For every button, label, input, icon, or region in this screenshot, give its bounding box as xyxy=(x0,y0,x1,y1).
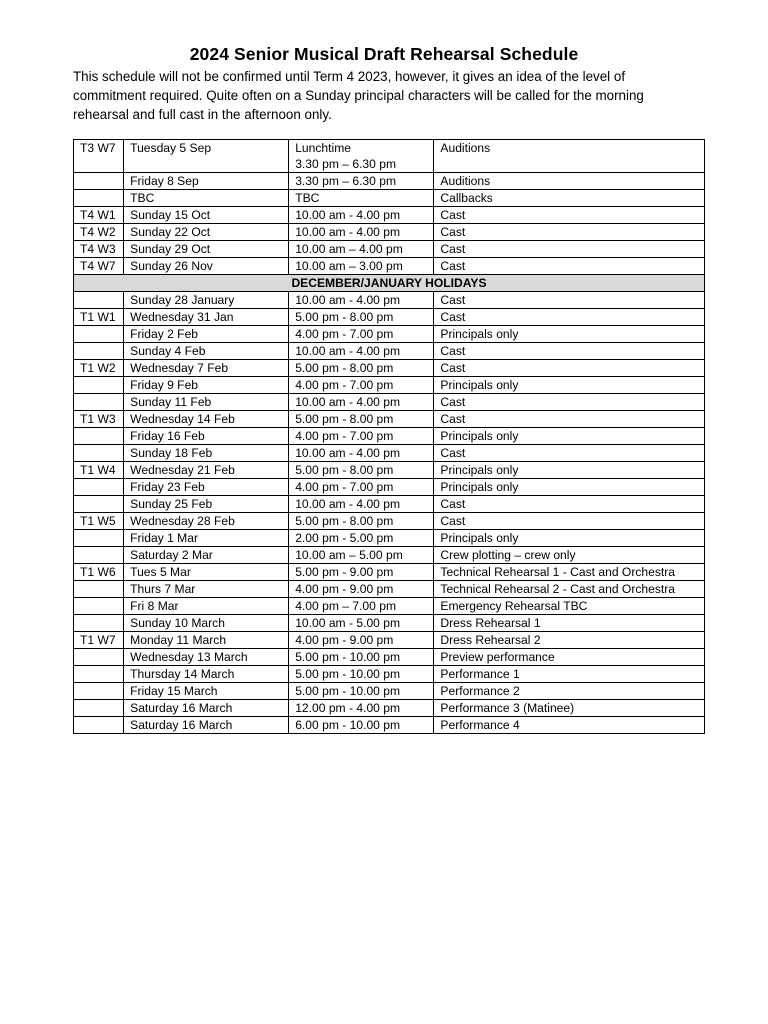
time-cell: 5.00 pm - 10.00 pm xyxy=(289,683,434,700)
day-cell: Tues 5 Mar xyxy=(124,564,289,581)
time-cell: 5.00 pm - 8.00 pm xyxy=(289,360,434,377)
time-cell xyxy=(289,140,434,173)
day-cell: Sunday 26 Nov xyxy=(124,258,289,275)
day-cell: Sunday 15 Oct xyxy=(124,207,289,224)
table-row xyxy=(74,632,705,649)
time-cell: 2.00 pm - 5.00 pm xyxy=(289,530,434,547)
time-cell: 4.00 pm - 9.00 pm xyxy=(289,632,434,649)
week-cell xyxy=(74,428,124,445)
week-cell xyxy=(74,173,124,190)
table-row xyxy=(74,530,705,547)
table-row xyxy=(74,394,705,411)
week-cell: T1 W4 xyxy=(74,462,124,479)
activity-cell: Dress Rehearsal 1 xyxy=(434,615,705,632)
week-cell xyxy=(74,615,124,632)
day-cell: Friday 15 March xyxy=(124,683,289,700)
day-cell: Friday 23 Feb xyxy=(124,479,289,496)
time-line: Lunchtime xyxy=(295,141,352,155)
activity-cell: Performance 3 (Matinee) xyxy=(434,700,705,717)
time-cell: 10.00 am - 4.00 pm xyxy=(289,292,434,309)
week-cell xyxy=(74,479,124,496)
table-row xyxy=(74,666,705,683)
table-row xyxy=(74,224,705,241)
table-row xyxy=(74,428,705,445)
week-cell xyxy=(74,700,124,717)
day-cell: Sunday 29 Oct xyxy=(124,241,289,258)
activity-cell: Dress Rehearsal 2 xyxy=(434,632,705,649)
day-cell: Wednesday 13 March xyxy=(124,649,289,666)
holiday-label: DECEMBER/JANUARY HOLIDAYS xyxy=(74,275,705,292)
day-cell: Sunday 28 January xyxy=(124,292,289,309)
week-cell xyxy=(74,326,124,343)
week-cell xyxy=(74,666,124,683)
day-cell: Monday 11 March xyxy=(124,632,289,649)
week-cell xyxy=(74,445,124,462)
week-cell: T1 W2 xyxy=(74,360,124,377)
table-row xyxy=(74,462,705,479)
table-row xyxy=(74,377,705,394)
activity-cell: Cast xyxy=(434,224,705,241)
time-cell: 5.00 pm - 8.00 pm xyxy=(289,462,434,479)
activity-cell: Cast xyxy=(434,360,705,377)
rehearsal-schedule-table xyxy=(73,139,705,734)
week-cell: T4 W3 xyxy=(74,241,124,258)
time-cell: 12.00 pm - 4.00 pm xyxy=(289,700,434,717)
time-cell: 10.00 am - 4.00 pm xyxy=(289,224,434,241)
holiday-row xyxy=(74,275,705,292)
week-cell xyxy=(74,496,124,513)
week-cell: T3 W7 xyxy=(74,140,124,173)
activity-cell: Principals only xyxy=(434,428,705,445)
day-cell: Wednesday 21 Feb xyxy=(124,462,289,479)
activity-cell: Emergency Rehearsal TBC xyxy=(434,598,705,615)
time-cell: 4.00 pm – 7.00 pm xyxy=(289,598,434,615)
time-cell: 10.00 am - 5.00 pm xyxy=(289,615,434,632)
week-cell xyxy=(74,649,124,666)
time-cell: 10.00 am – 3.00 pm xyxy=(289,258,434,275)
intro-paragraph: This schedule will not be confirmed until Term 4 2023, however, it gives an idea of the level of commitment required. Quite often on a Sunday principal characters will be called for the morning rehearsal and full cast in the afternoon only. xyxy=(73,69,644,122)
table-row xyxy=(74,241,705,258)
time-cell: 5.00 pm - 9.00 pm xyxy=(289,564,434,581)
table-row xyxy=(74,309,705,326)
activity-cell: Cast xyxy=(434,445,705,462)
table-row xyxy=(74,513,705,530)
day-cell: Thursday 14 March xyxy=(124,666,289,683)
activity-cell: Performance 2 xyxy=(434,683,705,700)
day-cell: Friday 16 Feb xyxy=(124,428,289,445)
time-line: 3.30 pm – 6.30 pm xyxy=(295,157,397,171)
activity-cell: Principals only xyxy=(434,326,705,343)
week-cell xyxy=(74,292,124,309)
day-cell: Friday 2 Feb xyxy=(124,326,289,343)
table-row xyxy=(74,581,705,598)
activity-cell: Principals only xyxy=(434,462,705,479)
table-row xyxy=(74,700,705,717)
time-cell: 5.00 pm - 10.00 pm xyxy=(289,649,434,666)
day-cell: Friday 1 Mar xyxy=(124,530,289,547)
activity-cell: Cast xyxy=(434,258,705,275)
schedule-body xyxy=(74,140,705,734)
table-row xyxy=(74,292,705,309)
document-title: 2024 Senior Musical Draft Rehearsal Schedule xyxy=(189,44,579,64)
time-cell: 5.00 pm - 8.00 pm xyxy=(289,309,434,326)
day-cell: Sunday 25 Feb xyxy=(124,496,289,513)
week-cell: T1 W3 xyxy=(74,411,124,428)
day-cell: Wednesday 14 Feb xyxy=(124,411,289,428)
activity-cell: Principals only xyxy=(434,377,705,394)
day-cell: Wednesday 7 Feb xyxy=(124,360,289,377)
activity-cell: Cast xyxy=(434,343,705,360)
time-cell: TBC xyxy=(289,190,434,207)
day-cell: Wednesday 31 Jan xyxy=(124,309,289,326)
activity-cell: Cast xyxy=(434,411,705,428)
table-row xyxy=(74,445,705,462)
week-cell xyxy=(74,547,124,564)
activity-cell: Cast xyxy=(434,513,705,530)
activity-cell: Performance 1 xyxy=(434,666,705,683)
activity-cell: Cast xyxy=(434,496,705,513)
day-cell: Sunday 4 Feb xyxy=(124,343,289,360)
week-cell xyxy=(74,598,124,615)
table-row xyxy=(74,547,705,564)
time-cell: 10.00 am - 4.00 pm xyxy=(289,445,434,462)
week-cell xyxy=(74,530,124,547)
time-cell: 10.00 am - 4.00 pm xyxy=(289,207,434,224)
time-cell: 10.00 am - 4.00 pm xyxy=(289,343,434,360)
week-cell xyxy=(74,394,124,411)
week-cell: T1 W1 xyxy=(74,309,124,326)
day-cell: TBC xyxy=(124,190,289,207)
activity-cell: Cast xyxy=(434,207,705,224)
table-row xyxy=(74,496,705,513)
time-cell: 4.00 pm - 7.00 pm xyxy=(289,377,434,394)
week-cell: T1 W6 xyxy=(74,564,124,581)
activity-cell: Callbacks xyxy=(434,190,705,207)
activity-cell: Crew plotting – crew only xyxy=(434,547,705,564)
day-cell: Fri 8 Mar xyxy=(124,598,289,615)
day-cell: Saturday 2 Mar xyxy=(124,547,289,564)
week-cell: T1 W5 xyxy=(74,513,124,530)
time-cell: 4.00 pm - 7.00 pm xyxy=(289,479,434,496)
table-row xyxy=(74,326,705,343)
day-cell: Thurs 7 Mar xyxy=(124,581,289,598)
table-row xyxy=(74,140,705,173)
time-cell: 6.00 pm - 10.00 pm xyxy=(289,717,434,734)
table-row xyxy=(74,411,705,428)
table-row xyxy=(74,360,705,377)
day-cell: Saturday 16 March xyxy=(124,717,289,734)
time-cell: 10.00 am - 4.00 pm xyxy=(289,394,434,411)
day-cell: Tuesday 5 Sep xyxy=(124,140,289,173)
time-cell: 10.00 am – 5.00 pm xyxy=(289,547,434,564)
week-cell xyxy=(74,683,124,700)
week-cell: T4 W7 xyxy=(74,258,124,275)
activity-cell: Auditions xyxy=(434,173,705,190)
table-row xyxy=(74,190,705,207)
day-cell: Sunday 11 Feb xyxy=(124,394,289,411)
day-cell: Friday 8 Sep xyxy=(124,173,289,190)
activity-cell: Principals only xyxy=(434,479,705,496)
table-row xyxy=(74,683,705,700)
time-cell: 10.00 am - 4.00 pm xyxy=(289,496,434,513)
week-cell xyxy=(74,343,124,360)
activity-cell: Cast xyxy=(434,309,705,326)
table-row xyxy=(74,649,705,666)
table-row xyxy=(74,173,705,190)
table-row xyxy=(74,615,705,632)
activity-cell: Cast xyxy=(434,241,705,258)
table-row xyxy=(74,564,705,581)
time-cell: 4.00 pm - 7.00 pm xyxy=(289,428,434,445)
time-cell: 5.00 pm - 8.00 pm xyxy=(289,411,434,428)
activity-cell: Performance 4 xyxy=(434,717,705,734)
week-cell xyxy=(74,717,124,734)
week-cell: T1 W7 xyxy=(74,632,124,649)
time-cell: 5.00 pm - 10.00 pm xyxy=(289,666,434,683)
table-row xyxy=(74,258,705,275)
day-cell: Sunday 22 Oct xyxy=(124,224,289,241)
time-cell: 4.00 pm - 7.00 pm xyxy=(289,326,434,343)
table-row xyxy=(74,207,705,224)
time-cell: 10.00 am – 4.00 pm xyxy=(289,241,434,258)
activity-cell: Auditions xyxy=(434,140,705,173)
table-row xyxy=(74,598,705,615)
time-cell: 4.00 pm - 9.00 pm xyxy=(289,581,434,598)
table-row xyxy=(74,717,705,734)
time-cell: 3.30 pm – 6.30 pm xyxy=(289,173,434,190)
week-cell xyxy=(74,190,124,207)
activity-cell: Principals only xyxy=(434,530,705,547)
day-cell: Sunday 18 Feb xyxy=(124,445,289,462)
time-cell: 5.00 pm - 8.00 pm xyxy=(289,513,434,530)
activity-cell: Technical Rehearsal 2 - Cast and Orchestra xyxy=(434,581,705,598)
day-cell: Sunday 10 March xyxy=(124,615,289,632)
week-cell xyxy=(74,581,124,598)
day-cell: Friday 9 Feb xyxy=(124,377,289,394)
week-cell xyxy=(74,377,124,394)
table-row xyxy=(74,479,705,496)
activity-cell: Cast xyxy=(434,394,705,411)
activity-cell: Cast xyxy=(434,292,705,309)
week-cell: T4 W1 xyxy=(74,207,124,224)
activity-cell: Preview performance xyxy=(434,649,705,666)
week-cell: T4 W2 xyxy=(74,224,124,241)
table-row xyxy=(74,343,705,360)
activity-cell: Technical Rehearsal 1 - Cast and Orchestra xyxy=(434,564,705,581)
day-cell: Wednesday 28 Feb xyxy=(124,513,289,530)
day-cell: Saturday 16 March xyxy=(124,700,289,717)
